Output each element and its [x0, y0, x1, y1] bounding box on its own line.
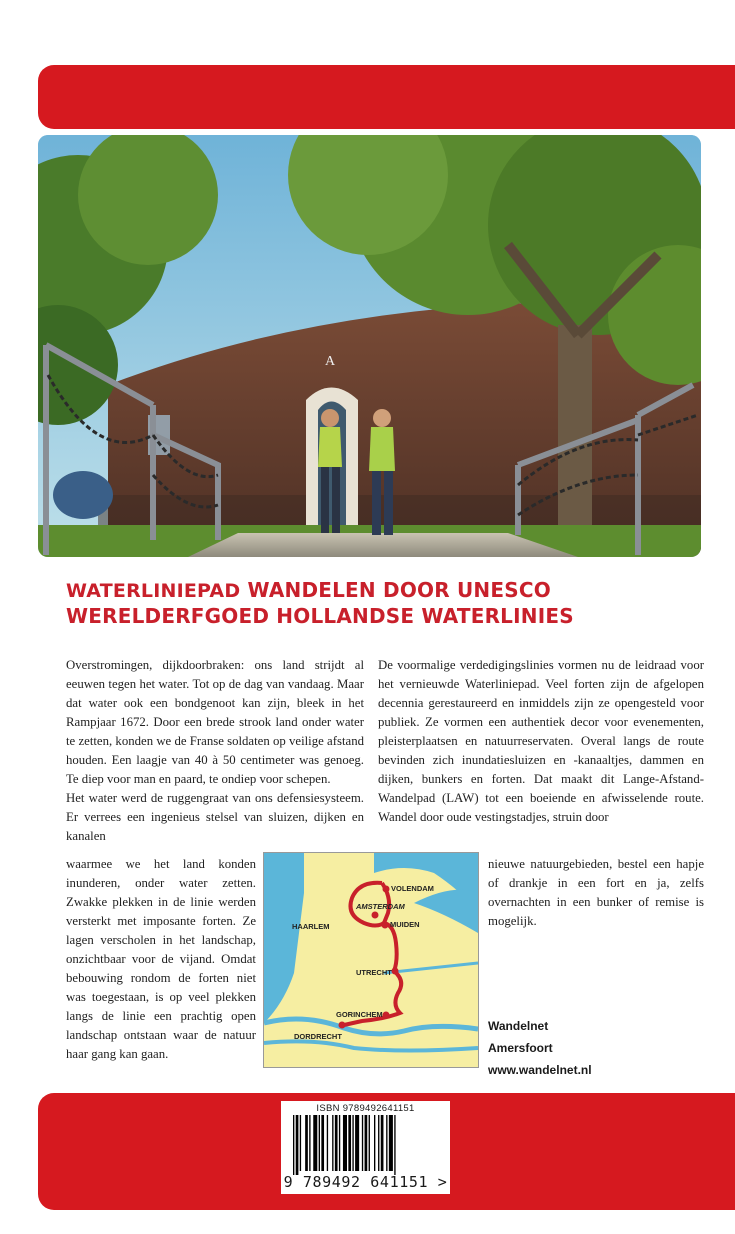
barcode-bar — [321, 1115, 324, 1171]
cover-photo — [38, 135, 701, 557]
left-column — [66, 656, 364, 846]
publisher-block — [488, 1015, 688, 1081]
barcode-bar — [369, 1115, 370, 1171]
map-label-volendam: VOLENDAM — [391, 884, 434, 893]
barcode-bar — [352, 1115, 353, 1171]
right-paragraph-1: De voormalige verdedigingslinies vormen nu de leidraad voor het vernieuwde Waterliniepad. Veel forten zijn de afgelopen decennia gerestaureerd en inmiddels zijn ze opengesteld voor publiek. Ze vormen een authentiek decor voor evenementen, pleisterplaatsen en natuurreservaten. Overal langs de route bevinden zich inundatiesluizen en -kanaaltjes, dammen en dijken, bunkers en forten. Dat maakt dit Lange-Afstand-Wandelpad (LAW) tot een boeiende en afwisselende route. Wandel door oude vestingstadjes, struin door — [378, 658, 704, 824]
barcode-bar — [327, 1115, 328, 1171]
barcode-bar — [394, 1115, 395, 1175]
map-label-amsterdam: AMSTERDAM — [356, 902, 405, 911]
map-label-gorinchem: GORINCHEM — [336, 1010, 383, 1019]
headline — [66, 578, 706, 629]
map-label-muiden: MUIDEN — [390, 920, 420, 929]
left-wrap-column — [66, 855, 256, 1064]
isbn-digits: 9 789492 641151 > — [283, 1173, 448, 1191]
route-map — [263, 852, 479, 1068]
barcode-bar — [293, 1115, 294, 1175]
right-wrap-column — [488, 855, 704, 931]
map-label-haarlem: HAARLEM — [292, 922, 330, 931]
barcode-bar — [313, 1115, 317, 1171]
barcode-bar — [335, 1115, 338, 1171]
barcode-bar — [332, 1115, 333, 1171]
barcode-bar — [365, 1115, 368, 1171]
barcode-bar — [305, 1115, 308, 1171]
isbn-label: ISBN 9789492641151 — [316, 1103, 415, 1114]
barcode — [281, 1101, 450, 1194]
barcode-bar — [362, 1115, 363, 1171]
publisher-city: Amersfoort — [488, 1041, 553, 1055]
left-wrap-paragraph: waarmee we het land konden inunderen, onder water zetten. Zwakke plekken in de linie werden versterkt met imposante forten. Ze lagen verscholen in het landschap, onzichtbaar voor de vijand. Omdat bebouwing rondom de forten niet was toegestaan, is op veel plekken langs de linie een prachtig open landschap ontstaan waar de natuur haar gang kan gaan. — [66, 857, 256, 1061]
barcode-bars — [293, 1115, 438, 1175]
headline-subtitle-2: WERELDERFGOED HOLLANDSE WATERLINIES — [66, 604, 574, 628]
barcode-bar — [339, 1115, 340, 1171]
barcode-bar — [309, 1115, 310, 1171]
barcode-bar — [374, 1115, 375, 1171]
barcode-bar — [355, 1115, 359, 1171]
left-paragraph-2: Het water werd de ruggengraat van ons defensiesysteem. Er verrees een ingenieus stelsel van sluizen, dijken en kanalen — [66, 791, 364, 843]
barcode-bar — [296, 1115, 299, 1175]
publisher-url: www.wandelnet.nl — [488, 1063, 592, 1077]
headline-brand: WATERLINIEPAD — [66, 580, 241, 602]
barcode-bar — [343, 1115, 347, 1171]
top-red-band — [38, 65, 735, 129]
barcode-bar — [386, 1115, 387, 1171]
left-paragraph-1: Overstromingen, dijkdoorbraken: ons land strijdt al eeuwen tegen het water. Tot op de dag van vandaag. Maar dat water ook een bondgenoot kan zijn, bleek in het Rampjaar 1672. Door een brede strook land onder water te zetten, konden we de Franse soldaten op veilige afstand houden. Een laagje van 40 à 50 centimeter was genoeg. Te diep voor man en paard, te ondiep voor schepen. — [66, 658, 364, 786]
barcode-bar — [300, 1115, 301, 1171]
publisher-name: Wandelnet — [488, 1019, 549, 1033]
right-column — [378, 656, 704, 827]
fort-letter: A — [324, 354, 336, 369]
barcode-bar — [389, 1115, 393, 1171]
barcode-bar — [319, 1115, 320, 1171]
headline-subtitle-1: WANDELEN DOOR UNESCO — [247, 578, 551, 602]
map-label-dordrecht: DORDRECHT — [294, 1032, 342, 1041]
barcode-bar — [381, 1115, 384, 1171]
right-wrap-paragraph: nieuwe natuurgebieden, bestel een hapje of drankje in een fort en ja, zelfs overnachten in een bunker of remise is mogelijk. — [488, 857, 704, 928]
barcode-bar — [348, 1115, 351, 1171]
map-label-utrecht: UTRECHT — [356, 968, 392, 977]
barcode-bar — [378, 1115, 379, 1171]
